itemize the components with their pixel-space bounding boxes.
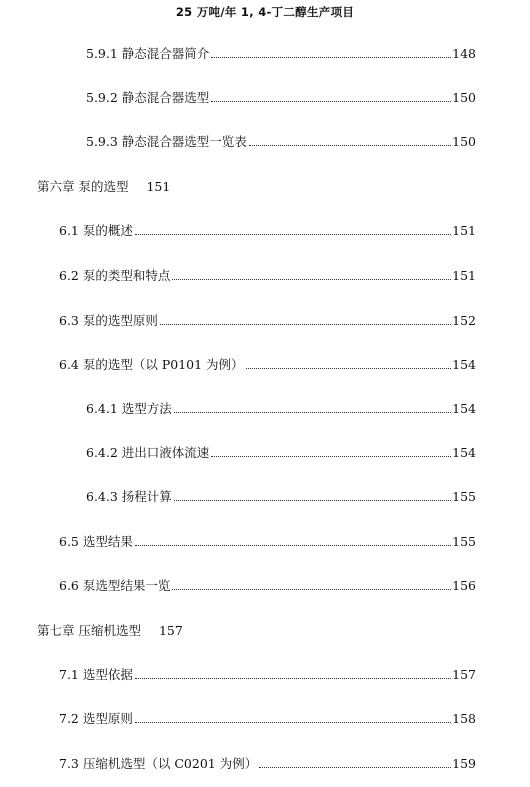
document-header: 25 万吨/年 1, 4-丁二醇生产项目	[175, 5, 355, 19]
toc-entry-title: 泵的类型和特点	[82, 268, 171, 283]
toc-entry-number: 6.4.2	[86, 445, 118, 460]
toc-entry-number: 5.9.3	[86, 134, 118, 149]
toc-chapter[interactable]	[37, 179, 170, 195]
toc-entry-page: 155	[452, 534, 476, 549]
toc-entry[interactable]	[59, 357, 476, 373]
toc-entry-number: 6.4.1	[86, 401, 118, 416]
toc-entry-number: 5.9.2	[86, 90, 118, 105]
toc-entry[interactable]	[59, 756, 476, 772]
toc-chapter-page: 157	[158, 623, 183, 638]
toc-entry-title: 选型方法	[121, 401, 172, 416]
toc-entry[interactable]	[86, 46, 476, 62]
toc-chapter-page: 151	[146, 179, 171, 194]
toc-entry[interactable]	[59, 223, 476, 239]
toc-entry-number: 7.1	[59, 667, 79, 682]
toc-entry-page: 154	[452, 401, 476, 416]
toc-entry-title: 压缩机选型（以 C0201 为例）	[82, 756, 258, 771]
toc-entry-title: 静态混合器选型一览表	[121, 134, 247, 149]
toc-entry-page: 157	[452, 667, 476, 682]
dot-leader	[211, 101, 451, 102]
toc-entry[interactable]	[59, 313, 476, 329]
dot-leader	[259, 767, 451, 768]
toc-entry-page: 158	[452, 711, 476, 726]
toc-entry[interactable]	[59, 268, 476, 284]
toc-entry-page: 151	[452, 268, 476, 283]
toc-entry-number: 5.9.1	[86, 46, 118, 61]
toc-entry-page: 150	[452, 90, 476, 105]
toc-entry[interactable]	[59, 711, 476, 727]
dot-leader	[174, 412, 451, 413]
toc-entry[interactable]	[86, 134, 476, 150]
toc-entry-title: 选型结果	[82, 534, 133, 549]
dot-leader	[211, 57, 451, 58]
toc-entry[interactable]	[59, 578, 476, 594]
toc-entry-title: 泵选型结果一览	[82, 578, 171, 593]
dot-leader	[172, 589, 451, 590]
toc-entry-page: 155	[452, 489, 476, 504]
toc-entry-page: 150	[452, 134, 476, 149]
dot-leader	[172, 279, 451, 280]
dot-leader	[135, 678, 451, 679]
toc-entry-number: 7.3	[59, 756, 79, 771]
toc-entry-page: 156	[452, 578, 476, 593]
toc-entry-page: 154	[452, 445, 476, 460]
toc-chapter[interactable]	[37, 623, 183, 639]
dot-leader	[249, 145, 451, 146]
toc-entry-title: 静态混合器简介	[121, 46, 210, 61]
toc-entry[interactable]	[86, 401, 476, 417]
toc-chapter-title: 第六章 泵的选型	[37, 179, 129, 194]
toc-entry-number: 6.4.3	[86, 489, 118, 504]
dot-leader	[135, 545, 451, 546]
toc-entry-title: 静态混合器选型	[121, 90, 210, 105]
toc-entry-page: 152	[452, 313, 476, 328]
toc-entry-number: 6.6	[59, 578, 79, 593]
toc-entry-number: 6.2	[59, 268, 79, 283]
dot-leader	[135, 722, 451, 723]
dot-leader	[246, 368, 452, 369]
toc-entry-title: 泵的概述	[82, 223, 133, 238]
toc-entry[interactable]	[59, 534, 476, 550]
toc-entry[interactable]	[86, 445, 476, 461]
toc-entry-title: 泵的选型原则	[82, 313, 158, 328]
dot-leader	[211, 456, 451, 457]
toc-entry[interactable]	[86, 90, 476, 106]
toc-entry-page: 148	[452, 46, 476, 61]
toc-entry-number: 6.3	[59, 313, 79, 328]
toc-entry-page: 151	[452, 223, 476, 238]
dot-leader	[174, 500, 451, 501]
toc-entry-number: 6.1	[59, 223, 79, 238]
toc-entry-title: 泵的选型（以 P0101 为例）	[82, 357, 244, 372]
toc-entry[interactable]	[59, 667, 476, 683]
toc-entry-page: 154	[452, 357, 476, 372]
toc-entry-title: 扬程计算	[121, 489, 172, 504]
toc-entry-page: 159	[452, 756, 476, 771]
toc-entry-number: 6.4	[59, 357, 79, 372]
toc-entry[interactable]	[86, 489, 476, 505]
toc-entry-title: 选型原则	[82, 711, 133, 726]
dot-leader	[160, 324, 451, 325]
toc-chapter-title: 第七章 压缩机选型	[37, 623, 141, 638]
toc-entry-number: 7.2	[59, 711, 79, 726]
toc-entry-number: 6.5	[59, 534, 79, 549]
toc-entry-title: 选型依据	[82, 667, 133, 682]
dot-leader	[135, 234, 451, 235]
toc-entry-title: 进出口液体流速	[121, 445, 210, 460]
